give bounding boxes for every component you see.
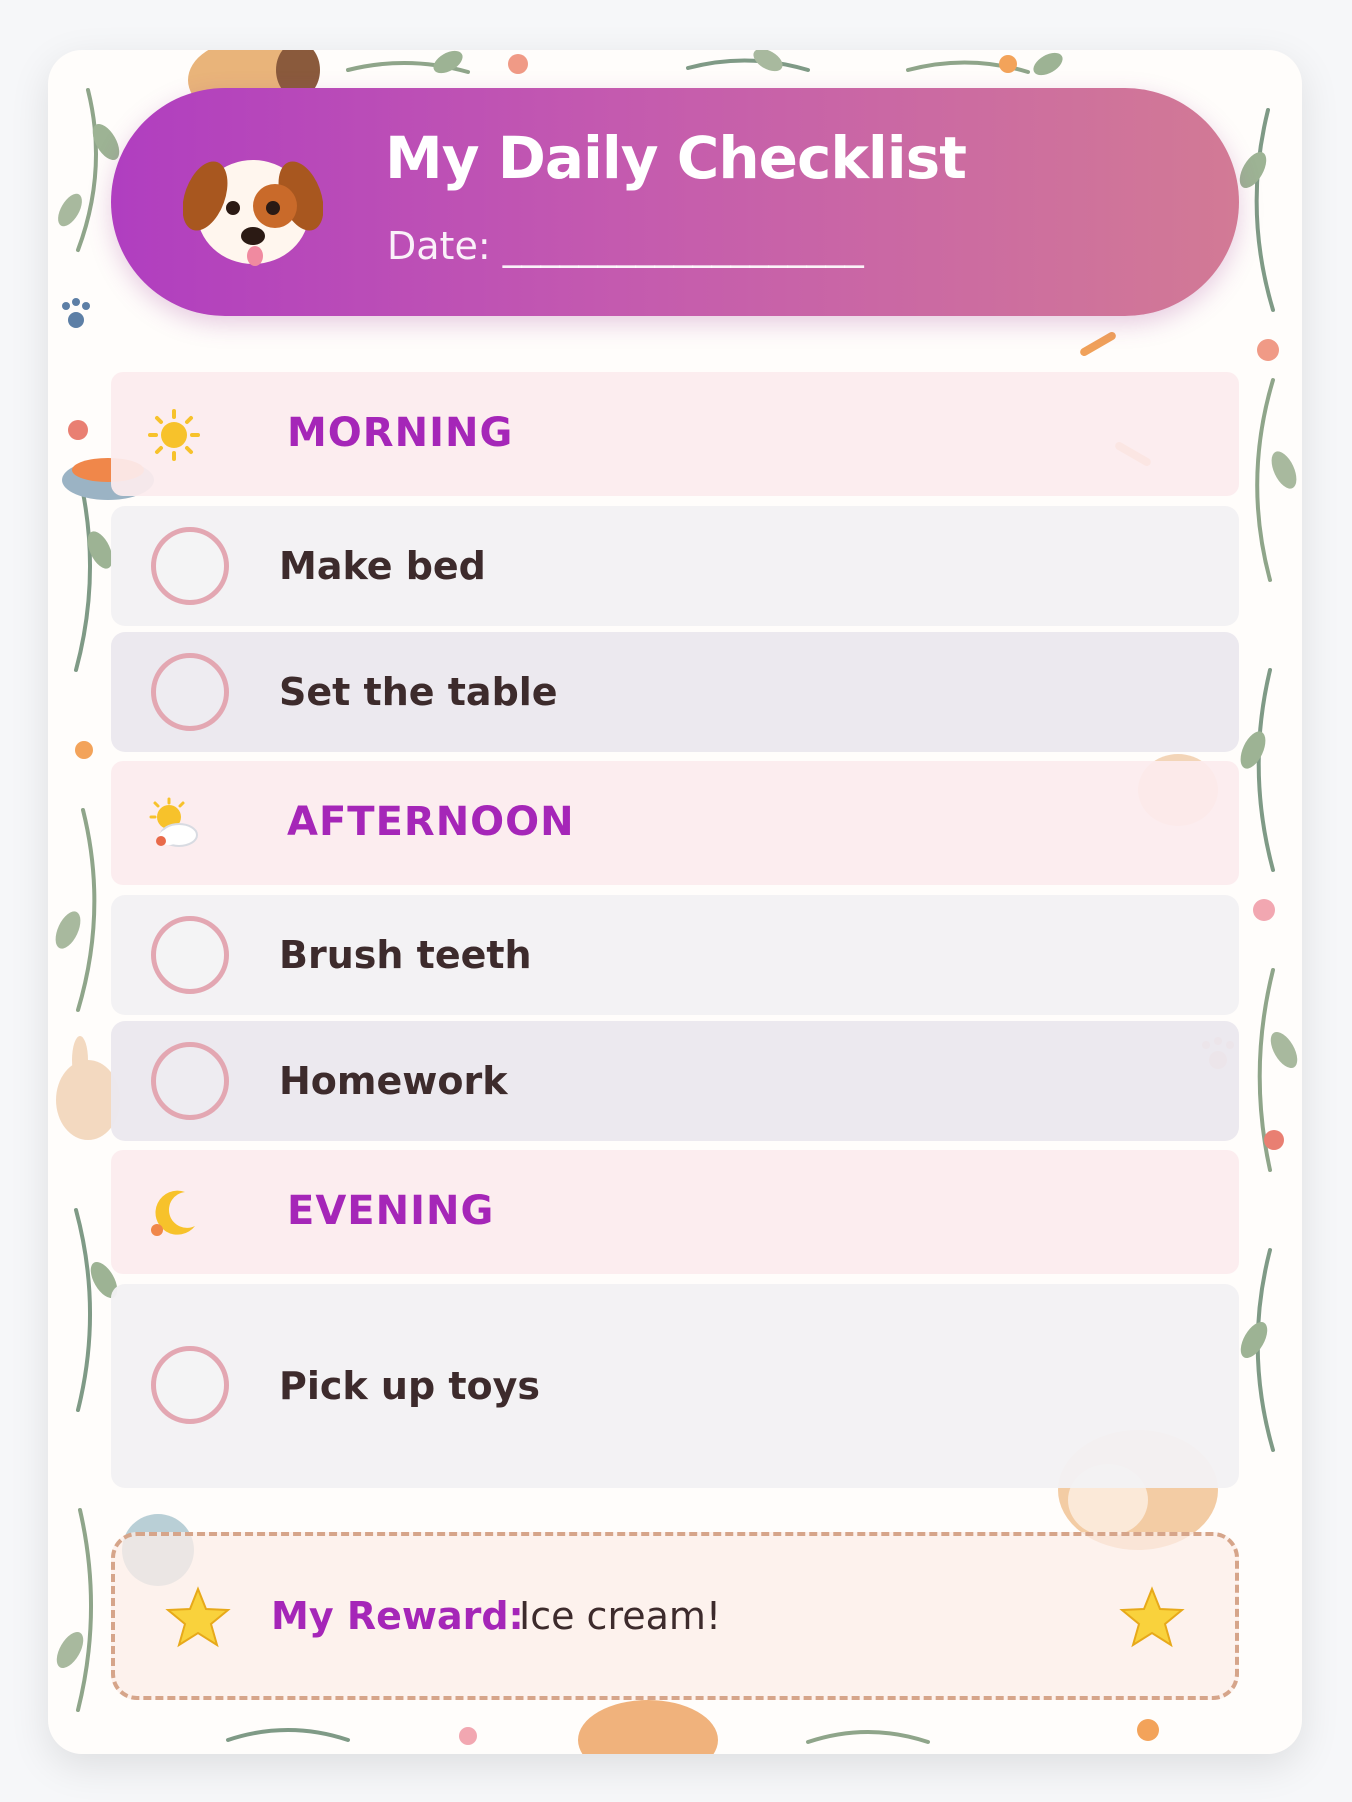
task-label: Pick up toys xyxy=(279,1364,541,1408)
task-checkbox[interactable] xyxy=(151,527,229,605)
task-row xyxy=(111,632,1239,752)
page-title: My Daily Checklist xyxy=(385,124,966,192)
task-label: Set the table xyxy=(279,670,558,714)
crescent-moon-icon xyxy=(147,1186,201,1240)
puppy-face-icon xyxy=(183,144,323,274)
task-label: Make bed xyxy=(279,544,486,588)
header-banner xyxy=(111,88,1239,316)
checklist-card xyxy=(48,50,1302,1754)
task-checkbox[interactable] xyxy=(151,916,229,994)
task-checkbox[interactable] xyxy=(151,1042,229,1120)
star-icon xyxy=(165,1586,231,1648)
section-evening xyxy=(111,1150,1239,1274)
task-row xyxy=(111,1021,1239,1141)
task-row xyxy=(111,1284,1239,1488)
task-label: Homework xyxy=(279,1059,508,1103)
task-checkbox[interactable] xyxy=(151,653,229,731)
task-row xyxy=(111,895,1239,1015)
section-label-afternoon: AFTERNOON xyxy=(287,799,575,845)
reward-label: My Reward: xyxy=(271,1594,524,1638)
sun-icon xyxy=(147,408,201,462)
task-row xyxy=(111,506,1239,626)
date-field[interactable]: Date: ___________________ xyxy=(387,224,864,268)
star-icon xyxy=(1119,1586,1185,1648)
task-label: Brush teeth xyxy=(279,933,532,977)
reward-box xyxy=(111,1532,1239,1700)
section-afternoon xyxy=(111,761,1239,885)
section-label-morning: MORNING xyxy=(287,410,514,456)
sun-behind-cloud-icon xyxy=(147,797,201,851)
reward-value[interactable]: Ice cream! xyxy=(519,1594,722,1638)
section-label-evening: EVENING xyxy=(287,1188,495,1234)
section-morning xyxy=(111,372,1239,496)
task-checkbox[interactable] xyxy=(151,1346,229,1424)
